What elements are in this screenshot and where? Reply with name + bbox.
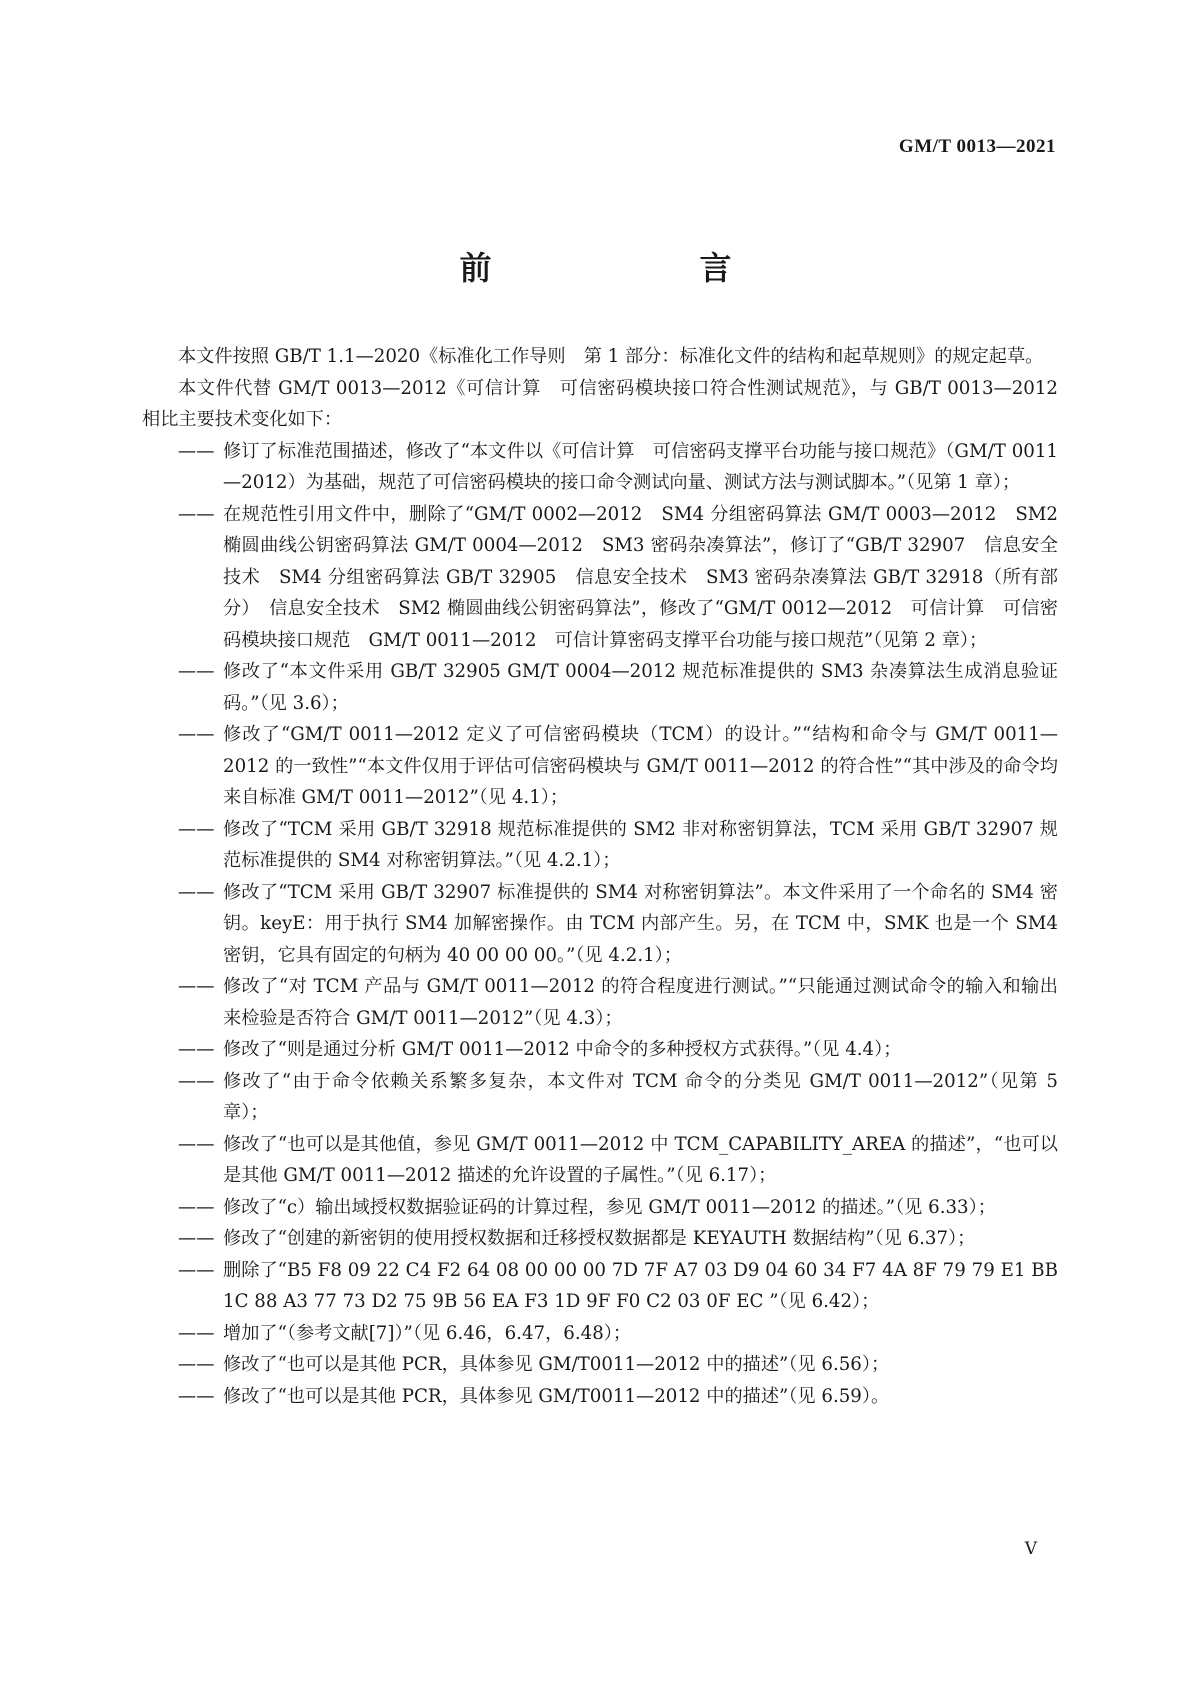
change-item [142,1381,1058,1413]
change-item [142,1129,1058,1192]
change-item [142,877,1058,972]
list-dash: —— [178,1259,215,1281]
intro-paragraph: 本文件代替 GM/T 0013—2012《可信计算 可信密码模块接口符合性测试规范》，与 GB/T 0013—2012 相比主要技术变化如下： [142,377,1058,430]
change-item [142,436,1058,499]
change-text: 修改了“则是通过分析 GM/T 0011—2012 中命令的多种授权方式获得。”（见 4.4）； [223,1039,902,1060]
list-dash: —— [178,1039,215,1060]
list-dash: —— [178,1322,215,1344]
intro-paragraph: 本文件按照 GB/T 1.1—2020《标准化工作导则 第 1 部分：标准化文件的结构和起草规则》的规定起草。 [178,346,1044,367]
change-text: 修改了“也可以是其他 PCR，具体参见 GM/T0011—2012 中的描述”（见 6.56）； [223,1354,890,1375]
change-text: 在规范性引用文件中，删除了“GM/T 0002—2012 SM4 分组密码算法 GM/T 0003—2012 SM2 椭圆曲线公钥密码算法 GM/T 0004—2012 SM3 密码杂凑算法”，修订了“GB/T 32907 信息安全技术 SM4 分组密码算法 GB/T 32905 信息安全技术 SM3 密码杂凑算法 GB/T 32918（所有部分） 信息安全技术 SM2 椭圆曲线公钥密码算法”，修改了“GM/T 0012—2012 可信计算 可信密码模块接口规范 GM/T 0011—2012 可信计算密码支撑平台功能与接口规范”（见第 2 章）； [223,503,1058,651]
change-text: 修改了“创建的新密钥的使用授权数据和迁移授权数据都是 KEYAUTH 数据结构”（见 6.37）； [223,1228,976,1249]
change-list [142,436,1058,1413]
change-text: 修改了“TCM 采用 GB/T 32918 规范标准提供的 SM2 非对称密钥算法，TCM 采用 GB/T 32907 规范标准提供的 SM4 对称密钥算法。”（见 4.2.1）； [223,818,1058,871]
change-text: 修订了标准范围描述，修改了“本文件以《可信计算 可信密码支撑平台功能与接口规范》（GM/T 0011—2012）为基础，规范了可信密码模块的接口命令测试向量、测试方法与测试脚本。”（见第 1 章）； [223,440,1058,493]
list-dash: —— [178,1385,215,1407]
list-dash: —— [178,1133,215,1155]
list-dash: —— [178,503,215,525]
page-title: 前 言 [459,249,780,287]
change-item [142,1349,1058,1381]
change-item [142,1318,1058,1350]
document-body [142,341,1058,1412]
change-text: 删除了“B5 F8 09 22 C4 F2 64 08 00 00 00 7D 7F A7 03 D9 04 60 34 F7 4A 8F 79 79 E1 BB 1C 88 A3 77 73 D2 75 9B 56 EA F3 1D 9F F0 C2 03 0F EC ”（见 6.42）； [223,1259,1058,1312]
list-dash: —— [178,1070,215,1092]
list-dash: —— [178,818,215,840]
change-text: 修改了“由于命令依赖关系繁多复杂，本文件对 TCM 命令的分类见 GM/T 0011—2012”（见第 5 章）； [223,1070,1058,1123]
list-dash: —— [178,661,215,682]
page-number: V [1024,1539,1037,1559]
change-item [142,499,1058,657]
change-text: 修改了“对 TCM 产品与 GM/T 0011—2012 的符合程度进行测试。”“只能通过测试命令的输入和输出来检验是否符合 GM/T 0011—2012”（见 4.3）； [223,976,1058,1029]
change-item [142,971,1058,1034]
change-item [142,1034,1058,1066]
change-text: 修改了“本文件采用 GB/T 32905 GM/T 0004—2012 规范标准提供的 SM3 杂凑算法生成消息验证码。”（见 3.6）； [223,661,1058,714]
list-dash: —— [178,440,215,462]
list-dash: —— [178,881,215,903]
list-dash: —— [178,724,215,745]
list-dash: —— [178,1196,215,1218]
change-item [142,1192,1058,1224]
change-text: 修改了“TCM 采用 GB/T 32907 标准提供的 SM4 对称密钥算法”。本文件采用了一个命名的 SM4 密钥。keyE：用于执行 SM4 加解密操作。由 TCM 内部产生。另，在 TCM 中，SMK 也是一个 SM4 密钥，它具有固定的句柄为 40 00 00 00。”（见 4.2.1）； [223,881,1058,966]
change-item [142,656,1058,719]
change-item [142,1066,1058,1129]
document-code: GM/T 0013—2021 [898,136,1056,157]
change-text: 修改了“也可以是其他值，参见 GM/T 0011—2012 中 TCM_CAPABILITY_AREA 的描述”，“也可以是其他 GM/T 0011—2012 描述的允许设置的子属性。”（见 6.17）； [223,1133,1058,1186]
list-dash: —— [178,976,215,997]
change-text: 修改了“也可以是其他 PCR，具体参见 GM/T0011—2012 中的描述”（见 6.59）。 [223,1385,890,1407]
change-item [142,814,1058,877]
list-dash: —— [178,1354,215,1375]
change-item [142,1223,1058,1255]
change-item [142,1255,1058,1318]
change-text: 修改了“c）输出域授权数据验证码的计算过程，参见 GM/T 0011—2012 的描述。”（见 6.33）； [223,1196,996,1218]
change-item [142,719,1058,814]
change-text: 增加了“（参考文献[7]）”（见 6.46，6.47，6.48）； [223,1322,632,1344]
change-text: 修改了“GM/T 0011—2012 定义了可信密码模块（TCM）的设计。”“结构和命令与 GM/T 0011—2012 的一致性”“本文件仅用于评估可信密码模块与 GM/T 0011—2012 的符合性”“其中涉及的命令均来自标准 GM/T 0011—2012”（见 4.1）； [223,724,1058,808]
list-dash: —— [178,1228,215,1249]
